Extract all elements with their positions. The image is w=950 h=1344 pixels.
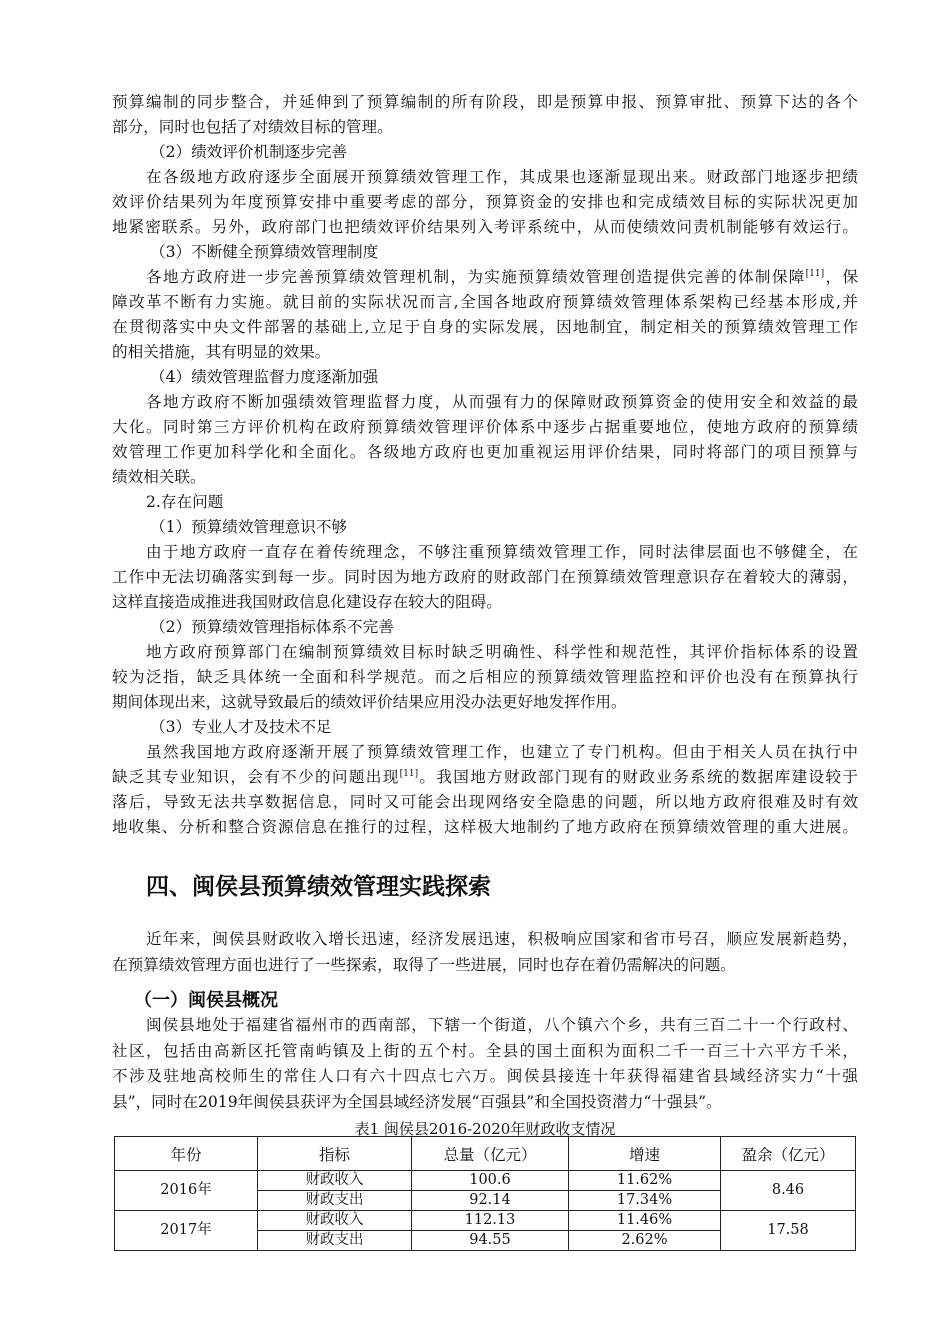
chapter-title: 四、闽侯县预算绩效管理实践探索 [146, 873, 491, 900]
paragraph-line: 的相关措施，其有明显的效果。 [112, 342, 331, 361]
section-existing-results-and-problems [112, 90, 858, 840]
paragraph-line: 这样直接造成推进我国财政信息化建设存在较大的阻碍。 [112, 592, 502, 611]
cell-growth: 11.46% [569, 1211, 721, 1231]
paragraph-line: 社区，包括由高新区托管南屿镇及上街的五个村。全县的国土面积为面积二千一百三十六平方千米， [112, 1041, 858, 1060]
cell-total: 92.14 [412, 1191, 569, 1211]
subheading: （2）绩效评价机制逐步完善 [150, 142, 348, 161]
paragraph-line: 绩效相关联。 [112, 467, 206, 486]
cell-total: 94.55 [412, 1231, 569, 1251]
paragraph-line: 大化。同时第三方评价机构在政府预算绩效管理评价体系中逐步占据重要地位，使地方政府的预算绩 [112, 417, 858, 436]
cell-total: 112.13 [412, 1211, 569, 1231]
paragraph-line: 地方政府预算部门在编制预算绩效目标时缺乏明确性、科学性和规范性，其评价指标体系的设置 [146, 642, 858, 661]
header-total: 总量（亿元） [412, 1137, 569, 1171]
paragraph-line: 在贯彻落实中央文件部署的基础上,立足于自身的实际发展，因地制宜，制定相关的预算绩效管理工作 [112, 317, 858, 336]
paragraph-line: 闽侯县地处于福建省福州市的西南部，下辖一个街道，八个镇六个乡，共有三百二十一个行政村、 [146, 1016, 858, 1034]
paragraph [112, 640, 858, 715]
cell-year: 2016年 [115, 1171, 258, 1211]
paragraph-line: 地紧密联系。另外，政府部门也把绩效评价结果列入考评系统中，从而使绩效问责机制能够有效运行。 [112, 217, 858, 236]
paragraph-line: 期间体现出来，这就导致最后的绩效评价结果应用没办法更好地发挥作用。 [112, 692, 627, 711]
section-title: （一）闽侯县概况 [134, 990, 278, 1011]
paragraph-line: 在预算绩效管理方面也进行了一些探索，取得了一些进展，同时也存在着仍需解决的问题。 [112, 956, 736, 974]
paragraph-line: 预算编制的同步整合，并延伸到了预算编制的所有阶段，即是预算申报、预算审批、预算下达的各个 [112, 92, 858, 111]
paragraph [112, 390, 858, 490]
cell-indicator: 财政收入 [258, 1171, 412, 1191]
paragraph [112, 265, 858, 365]
paragraph-line: 缺乏其专业知识，会有不少的问题出现[11]。我国地方财政部门现有的财政业务系统的数据库建设较于 [112, 767, 858, 786]
paragraph-line: 各地方政府不断加强绩效管理监督力度，从而强有力的保障财政预算资金的使用安全和效益的最 [146, 392, 858, 411]
table-row [115, 1171, 856, 1191]
cell-surplus: 8.46 [721, 1171, 856, 1211]
cell-growth: 17.34% [569, 1191, 721, 1211]
cell-year: 2017年 [115, 1211, 258, 1251]
subheading: （3）专业人才及技术不足 [150, 717, 332, 736]
paragraph [112, 540, 858, 615]
paragraph [112, 165, 858, 240]
paragraph-line: 落后，导致无法共享数据信息，同时又可能会出现网络安全隐患的问题，所以地方政府很难及时有效 [112, 792, 858, 811]
header-surplus: 盈余（亿元） [721, 1137, 856, 1171]
cell-indicator: 财政支出 [258, 1231, 412, 1251]
subheading: （1）预算绩效管理意识不够 [150, 517, 348, 536]
chapter-intro-paragraph [112, 926, 858, 978]
table-caption: 表1 闽侯县2016-2020年财政收支情况 [354, 1119, 616, 1138]
paragraph-line: 工作中无法切确落实到每一步。同时因为地方政府的财政部门在预算绩效管理意识存在着较大的薄弱， [112, 567, 858, 586]
cell-growth: 11.62% [569, 1171, 721, 1191]
paragraph-line: 地收集、分析和整合资源信息在推行的过程，这样极大地制约了地方政府在预算绩效管理的重大进展。 [112, 817, 858, 836]
paragraph-line: 近年来，闽侯县财政收入增长迅速，经济发展迅速，积极响应国家和省市号召，顺应发展新趋势， [146, 930, 858, 948]
cell-surplus: 17.58 [721, 1211, 856, 1251]
subheading: （2）预算绩效管理指标体系不完善 [150, 617, 394, 636]
fiscal-table [114, 1136, 856, 1251]
document-body [112, 90, 858, 1140]
paragraph-line: 较为泛指，缺乏具体统一全面和科学规范。而之后相应的预算绩效管理监控和评价也没有在预算执行 [112, 667, 858, 686]
cell-indicator: 财政支出 [258, 1191, 412, 1211]
subheading: （4）绩效管理监督力度逐渐加强 [150, 367, 379, 386]
citation: [11] [399, 768, 419, 779]
cell-growth: 2.62% [569, 1231, 721, 1251]
cell-indicator: 财政收入 [258, 1211, 412, 1231]
section-subheading: 2.存在问题 [146, 492, 224, 511]
cell-total: 100.6 [412, 1171, 569, 1191]
header-growth: 增速 [569, 1137, 721, 1171]
paragraph-line: 由于地方政府一直存在着传统理念，不够注重预算绩效管理工作，同时法律层面也不够健全，在 [146, 542, 858, 561]
paragraph [112, 740, 858, 840]
paragraph-line: 不涉及驻地高校师生的常住人口有六十四点七六万。闽侯县接连十年获得福建省县域经济实力“十强 [112, 1067, 858, 1086]
paragraph-line: 效评价结果列为年度预算安排中重要考虑的部分，预算资金的安排也和完成绩效目标的实际状况更加 [112, 192, 858, 211]
header-year: 年份 [115, 1137, 258, 1171]
header-indicator: 指标 [258, 1137, 412, 1171]
paragraph-line: 部分，同时也包括了对绩效目标的管理。 [112, 117, 393, 136]
paragraph [112, 90, 858, 140]
paragraph-line: 效管理工作更加科学化和全面化。各级地方政府也更加重视运用评价结果，同时将部门的项目预算与 [112, 442, 858, 461]
paragraph-line: 虽然我国地方政府逐渐开展了预算绩效管理工作，也建立了专门机构。但由于相关人员在执行中 [146, 742, 858, 761]
overview-paragraph [112, 1013, 858, 1116]
table-row [115, 1211, 856, 1231]
paragraph-line: 县”，同时在2019年闽侯县获评为全国县域经济发展“百强县”和全国投资潜力“十强县”。 [112, 1093, 722, 1112]
citation: [11] [805, 268, 825, 279]
subheading: （3）不断健全预算绩效管理制度 [150, 242, 379, 261]
table-header-row [115, 1137, 856, 1171]
paragraph-line: 在各级地方政府逐步全面展开预算绩效管理工作，其成果也逐渐显现出来。财政部门地逐步把绩 [146, 167, 858, 186]
paragraph-line: 障改革不断有力实施。就目前的实际状况而言,全国各地政府预算绩效管理体系架构已经基本形成,并 [112, 292, 858, 311]
paragraph-line: 各地方政府进一步完善预算绩效管理机制，为实施预算绩效管理创造提供完善的体制保障[11]，保 [146, 267, 858, 286]
